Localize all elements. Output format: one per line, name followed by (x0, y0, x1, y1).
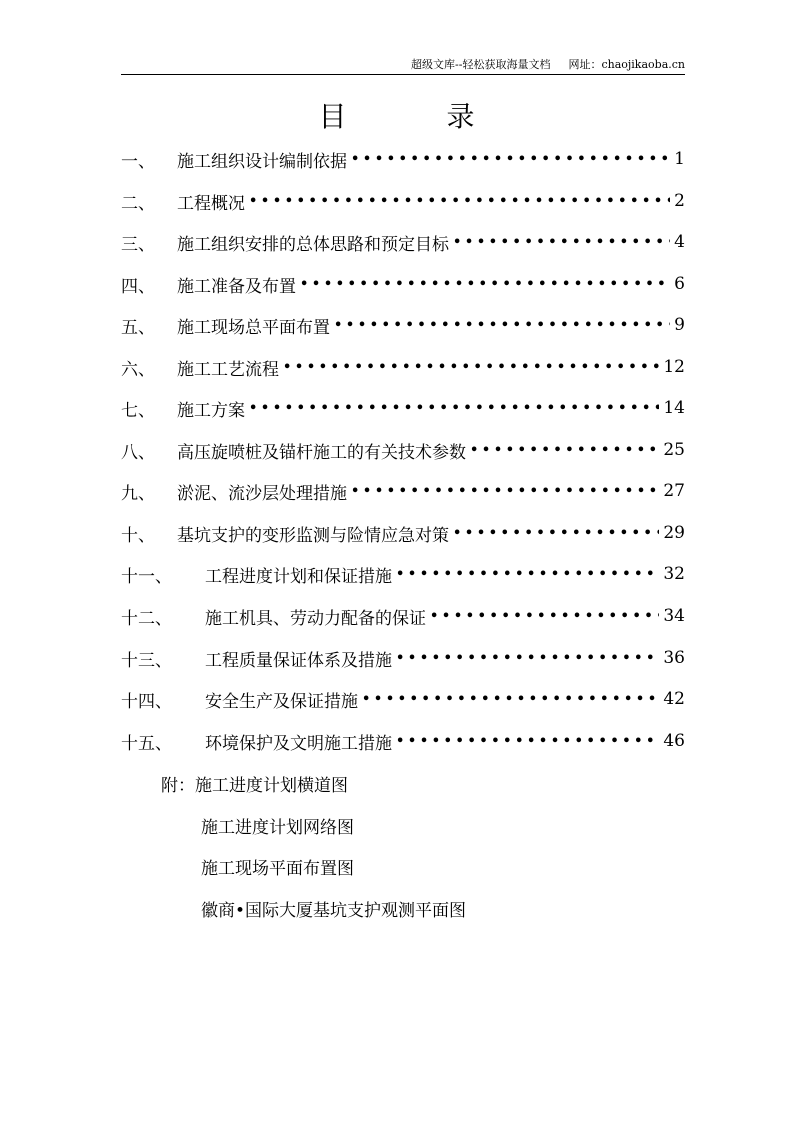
toc-dot-leader (351, 484, 659, 499)
toc-dot-leader (351, 152, 670, 167)
toc-entry-page: 27 (663, 481, 685, 501)
toc-entry-page: 12 (663, 357, 685, 377)
header-url: 网址：chaojikaoba.cn (568, 58, 685, 71)
appendix-item (161, 771, 348, 796)
toc-entry-page: 14 (663, 398, 685, 418)
toc-entry[interactable] (121, 189, 685, 213)
appendix-item (201, 896, 466, 921)
toc-entry[interactable] (121, 313, 685, 337)
toc-entry[interactable] (121, 272, 685, 296)
toc-entry-page: 2 (674, 191, 685, 211)
toc-entry-number: 四、 (121, 276, 155, 297)
toc-entry-page: 34 (663, 606, 685, 626)
toc-dot-leader (249, 401, 659, 416)
toc-entry-title: 环境保护及文明施工措施 (205, 733, 392, 754)
toc-entry-number: 十五、 (121, 733, 172, 754)
appendix-item (201, 813, 354, 838)
toc-entry[interactable] (121, 147, 685, 171)
toc-entry[interactable] (121, 438, 685, 462)
toc-entry-page: 6 (674, 274, 685, 294)
toc-entry-title: 施工组织设计编制依据 (177, 151, 347, 172)
toc-entry-title: 基坑支护的变形监测与险情应急对策 (177, 525, 449, 546)
toc-entry[interactable] (121, 687, 685, 711)
toc-entry-number: 十四、 (121, 691, 172, 712)
toc-entry-title: 工程质量保证体系及措施 (205, 650, 392, 671)
toc-entry-page: 46 (663, 731, 685, 751)
toc-entry-number: 十一、 (121, 566, 172, 587)
toc-entry[interactable] (121, 479, 685, 503)
toc-entry-number: 十三、 (121, 650, 172, 671)
toc-entry-title: 施工准备及布置 (177, 276, 296, 297)
header-site-name: 超级文库--轻松获取海量文档 (411, 58, 551, 71)
toc-entry-number: 八、 (121, 442, 155, 463)
toc-entry-number: 七、 (121, 400, 155, 421)
toc-entry-title: 施工组织安排的总体思路和预定目标 (177, 234, 449, 255)
toc-entry-number: 三、 (121, 234, 155, 255)
toc-entry-title: 工程进度计划和保证措施 (205, 566, 392, 587)
toc-entry-number: 十二、 (121, 608, 172, 629)
toc-entry-title: 安全生产及保证措施 (205, 691, 358, 712)
toc-entry-page: 9 (674, 315, 685, 335)
title-char-1: 目 (318, 100, 347, 133)
toc-entry-number: 二、 (121, 193, 155, 214)
appendix-item-title: 施工进度计划网络图 (201, 818, 354, 838)
toc-entry-title: 施工方案 (177, 400, 245, 421)
toc-entry[interactable] (121, 396, 685, 420)
toc-entry-number: 十、 (121, 525, 155, 546)
toc-dot-leader (453, 235, 670, 250)
toc-entry-number: 九、 (121, 483, 155, 504)
toc-dot-leader (396, 651, 659, 666)
appendix-item-title: 施工进度计划横道图 (195, 776, 348, 796)
toc-entry[interactable] (121, 355, 685, 379)
toc-entry-title: 施工现场总平面布置 (177, 317, 330, 338)
toc-dot-leader (283, 360, 659, 375)
toc-entry-title: 工程概况 (177, 193, 245, 214)
title-char-2: 录 (446, 100, 475, 133)
toc-dot-leader (362, 692, 659, 707)
toc-entry[interactable] (121, 230, 685, 254)
toc-entry[interactable] (121, 729, 685, 753)
toc-entry[interactable] (121, 562, 685, 586)
toc-dot-leader (470, 443, 659, 458)
toc-entry[interactable] (121, 604, 685, 628)
toc-entry-title: 施工工艺流程 (177, 359, 279, 380)
toc-entry-page: 36 (663, 648, 685, 668)
toc-entry-title: 淤泥、流沙层处理措施 (177, 483, 347, 504)
page-title (0, 100, 793, 134)
toc-dot-leader (249, 194, 670, 209)
appendix-item-title: 施工现场平面布置图 (201, 859, 354, 879)
toc-entry-page: 42 (663, 689, 685, 709)
toc-dot-leader (334, 318, 670, 333)
toc-dot-leader (300, 277, 670, 292)
toc-entry-page: 1 (674, 149, 685, 169)
toc-dot-leader (430, 609, 659, 624)
toc-dot-leader (396, 734, 659, 749)
toc-entry-title: 施工机具、劳动力配备的保证 (205, 608, 426, 629)
toc-entry-page: 4 (674, 232, 685, 252)
appendix-item (201, 854, 354, 879)
toc-dot-leader (453, 526, 659, 541)
toc-entry[interactable] (121, 521, 685, 545)
toc-entry-number: 六、 (121, 359, 155, 380)
toc-entry-title: 高压旋喷桩及锚杆施工的有关技术参数 (177, 442, 466, 463)
toc-dot-leader (396, 567, 659, 582)
page-header (121, 58, 685, 75)
toc-entry-page: 32 (663, 564, 685, 584)
appendix-label: 附： (161, 776, 195, 796)
toc-entry-page: 25 (663, 440, 685, 460)
toc-entry[interactable] (121, 646, 685, 670)
toc-entry-page: 29 (663, 523, 685, 543)
toc-entry-number: 一、 (121, 151, 155, 172)
toc-entry-number: 五、 (121, 317, 155, 338)
appendix-item-title: 徽商•国际大厦基坑支护观测平面图 (201, 901, 467, 921)
